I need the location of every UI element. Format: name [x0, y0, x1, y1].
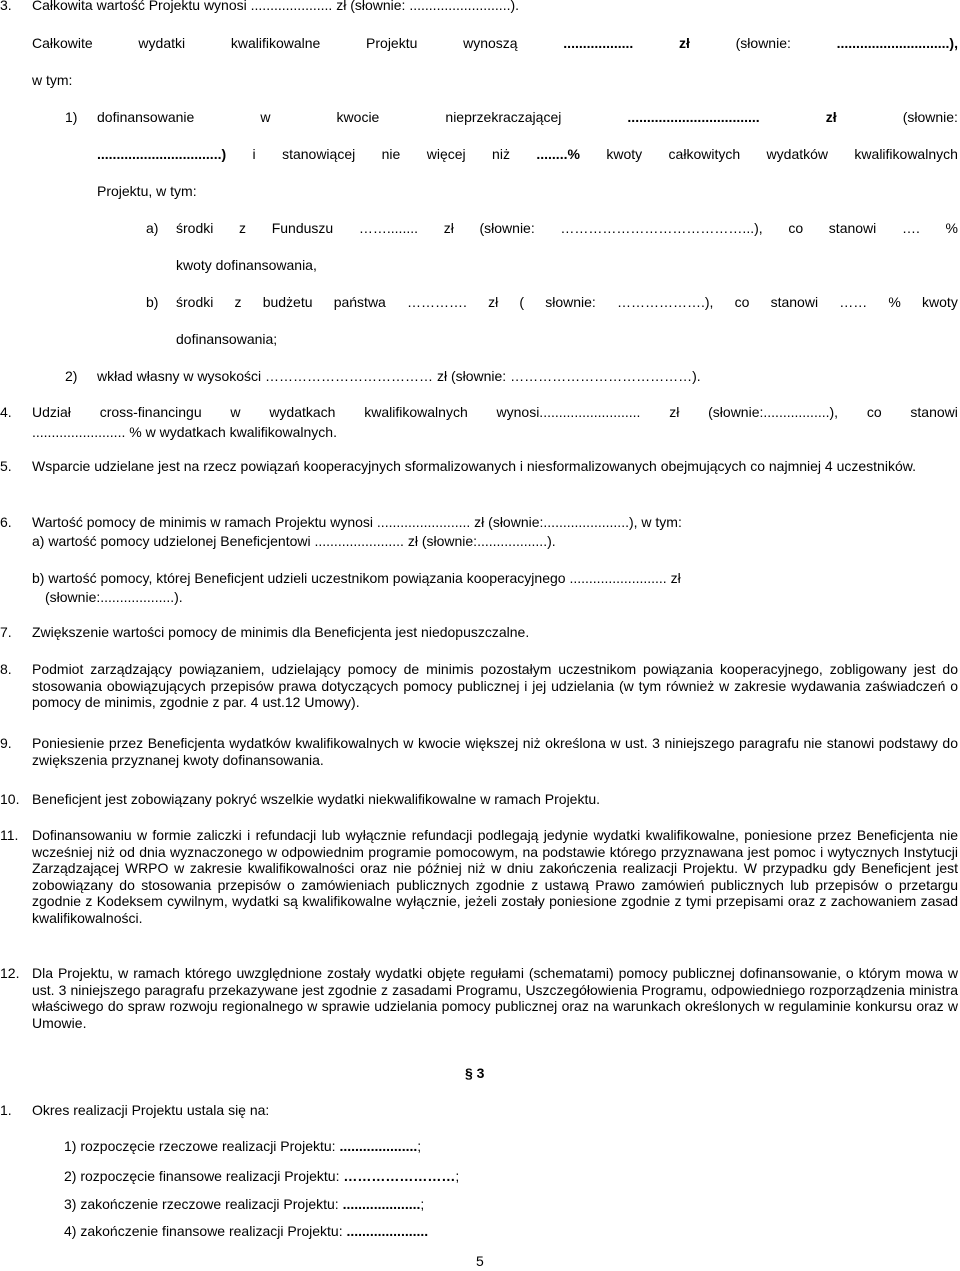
- word: Projektu: [366, 35, 418, 51]
- end-financial-line: 4) zakończenie finansowe realizacji Projektu: .....................: [64, 1223, 429, 1239]
- word: słownie:: [545, 294, 596, 310]
- word: stanowi: [770, 294, 819, 310]
- end-substantive-line: 3) zakończenie rzeczowe realizacji Projektu: ....................;: [64, 1196, 425, 1212]
- paragraph-9: Poniesienie przez Beneficjenta wydatków kwalifikowalnych w kwocie większej niż określona w ust. 3 niniejszego paragrafu nie stanowi podstawy do zwiększenia przyznanej kwoty dofinansowania.: [32, 735, 958, 768]
- state-budget-line-2: dofinansowania;: [176, 331, 278, 347]
- participants-aid-line-2: (słownie:...................).: [45, 589, 183, 605]
- word: zł: [669, 404, 680, 420]
- word: wydatkach: [269, 404, 336, 420]
- item-number-3: 3.: [0, 0, 12, 13]
- word: (słownie:: [735, 35, 791, 51]
- total-project-value-line: Całkowita wartość Projektu wynosi ..................... zł (słownie: ..........................).: [32, 0, 520, 13]
- word: i: [252, 146, 256, 162]
- item-number-10: 10.: [0, 791, 20, 807]
- word: Udział: [32, 404, 71, 420]
- word: budżetu: [262, 294, 313, 310]
- word: co: [734, 294, 750, 310]
- word: %: [888, 294, 901, 310]
- word: ..................: [563, 35, 634, 51]
- subitem-label-a: a): [146, 220, 159, 236]
- word: dofinansowanie: [97, 109, 195, 125]
- co-financing-line-2: [97, 146, 958, 163]
- word: ……: [839, 294, 868, 310]
- in-that-label: w tym:: [32, 72, 73, 88]
- paragraph-12: Dla Projektu, w ramach którego uwzględnione zostały wydatki objęte regułami (schematami) pomocy publicznej dofinansowanie, o którym mowa w ust. 3 niniejszego paragrafu przekazywane jest zgodnie z zasadami Programu, Uszczegółowienia Programu, odpowiedniego rozporządzenia ministra właściwego do spraw rozwoju regionalnego w sprawie udzielania pomocy publicznej oraz na warunkach określonych w regulaminie konkursu oraz w Umowie.: [32, 965, 958, 1031]
- item-number-11: 11.: [0, 827, 19, 843]
- paragraph-11: Dofinansowaniu w formie zaliczki i refundacji lub wyłącznie refundacji podlegają jedynie wydatki kwalifikowalne, poniesione przez Beneficjenta nie wcześniej niż od dnia wyznaczonego w odpowiednim programie pomocowym, na podstawie którego przyznawana jest pomoc i wytycznych Instytucji Zarządzającej WRPO w zakresie kwalifikowalności oraz nie później niż w dniu zakończenia realizacji Projektu. W przypadku gdy Beneficjent jest zobowiązany do stosowania przepisów o zamówieniach publicznych zgodnie z ustawą Prawo zamówień publicznych lub przepisów o przetargu zgodnie z Kodeksem cywilnym, wydatki są kwalifikowalne wyłącznie, jeżeli zostały poniesione zgodnie z tymi przepisami oraz z zachowaniem zasad kwalifikowalności.: [32, 827, 958, 926]
- own-contribution-line: wkład własny w wysokości ……………………………… zł (słownie: …………………………………).: [97, 368, 701, 384]
- section-heading: § 3: [465, 1065, 485, 1081]
- word: z: [234, 294, 242, 310]
- beneficiary-aid-line: a) wartość pomocy udzielonej Beneficjentowi ....................... zł (słownie:..................).: [32, 533, 556, 549]
- paragraph-7: Zwiększenie wartości pomocy de minimis dla Beneficjenta jest niedopuszczalne.: [32, 624, 530, 640]
- participants-aid-line: b) wartość pomocy, której Beneficjent udzieli uczestnikom powiązania kooperacyjnego ......................... zł: [32, 570, 681, 586]
- co-financing-line-1: [97, 109, 958, 126]
- word: wydatki: [138, 35, 186, 51]
- word: wydatków: [766, 146, 829, 162]
- de-minimis-value-line: Wartość pomocy de minimis w ramach Projektu wynosi ........................ zł (słownie:......................), w tym:: [32, 514, 682, 530]
- item-number-12: 12.: [0, 965, 20, 981]
- word: ………….: [407, 294, 467, 310]
- word: wynosi..........................: [496, 404, 641, 420]
- word: zł: [679, 35, 690, 51]
- word: zł: [488, 294, 499, 310]
- subitem-number-1: 1): [65, 109, 78, 125]
- word: Całkowite: [32, 35, 93, 51]
- co-financing-line-3: Projektu, w tym:: [97, 183, 197, 199]
- item-number-5: 5.: [0, 458, 12, 474]
- implementation-period-intro: Okres realizacji Projektu ustala się na:: [32, 1102, 270, 1118]
- word: (słownie:.................),: [708, 404, 839, 420]
- fund-resources-line: środki z Funduszu ……........ zł (słownie: …………………………………...), co stanowi …. %: [176, 220, 958, 236]
- start-financial-line: 2) rozpoczęcie finansowe realizacji Projektu: ……………………;: [64, 1168, 460, 1184]
- word: całkowitych: [668, 146, 741, 162]
- item-number-6: 6.: [0, 514, 12, 530]
- word: stanowiącej: [282, 146, 356, 162]
- word: ……………….),: [617, 294, 714, 310]
- word: kwocie: [336, 109, 380, 125]
- word: co: [866, 404, 882, 420]
- word: .............................),: [836, 35, 958, 51]
- word: stanowi: [910, 404, 958, 420]
- cross-financing-line: [32, 404, 958, 421]
- word: kwalifikowalnych: [854, 146, 958, 162]
- paragraph-5: Wsparcie udzielane jest na rzecz powiązań kooperacyjnych sformalizowanych i niesformalizowanych obejmujących co najmniej 4 uczestników.: [32, 458, 916, 474]
- word: środki: [176, 294, 214, 310]
- word: kwalifikowalnych: [364, 404, 468, 420]
- word: niż: [492, 146, 510, 162]
- word: wynoszą: [463, 35, 518, 51]
- word: ..................................: [627, 109, 760, 125]
- word: państwa: [333, 294, 386, 310]
- page-number: 5: [476, 1253, 484, 1269]
- item-number-7: 7.: [0, 624, 12, 640]
- word: ........%: [536, 146, 580, 162]
- item-number-9: 9.: [0, 735, 12, 751]
- start-substantive-line: 1) rozpoczęcie rzeczowe realizacji Projektu: ....................;: [64, 1138, 422, 1154]
- word: w: [260, 109, 271, 125]
- word: kwalifikowalne: [230, 35, 321, 51]
- word: nie: [381, 146, 401, 162]
- subitem-label-b: b): [146, 294, 159, 310]
- word: zł: [825, 109, 837, 125]
- item-number-4: 4.: [0, 404, 12, 420]
- word: cross-financingu: [99, 404, 202, 420]
- word: kwoty: [922, 294, 958, 310]
- cross-financing-line-2: ........................ % w wydatkach kwalifikowalnych.: [32, 424, 337, 440]
- word: w: [230, 404, 241, 420]
- paragraph-10: Beneficjent jest zobowiązany pokryć wszelkie wydatki niekwalifikowalne w ramach Projektu.: [32, 791, 601, 807]
- word: (: [519, 294, 525, 310]
- paragraph-8: Podmiot zarządzający powiązaniem, udzielający pomocy de minimis pozostałym uczestnikom powiązania kooperacyjnego, zobligowany jest do stosowania obowiązujących przepisów prawa dotyczących pomocy publicznej i jej udzielania (w tym również w zakresie wydawania zaświadczeń o pomocy de minimis, zgodnie z par. 4 ust.12 Umowy).: [32, 661, 958, 710]
- eligible-expenses-line: [32, 35, 958, 52]
- subitem-number-2: 2): [65, 368, 78, 384]
- word: (słownie:: [902, 109, 958, 125]
- fund-resources-line-2: kwoty dofinansowania,: [176, 257, 317, 273]
- item-number-1: 1.: [0, 1102, 12, 1118]
- word: więcej: [426, 146, 466, 162]
- state-budget-line: [176, 294, 958, 311]
- word: nieprzekraczającej: [445, 109, 562, 125]
- word: kwoty: [606, 146, 643, 162]
- word: ................................): [97, 146, 227, 162]
- item-number-8: 8.: [0, 661, 12, 677]
